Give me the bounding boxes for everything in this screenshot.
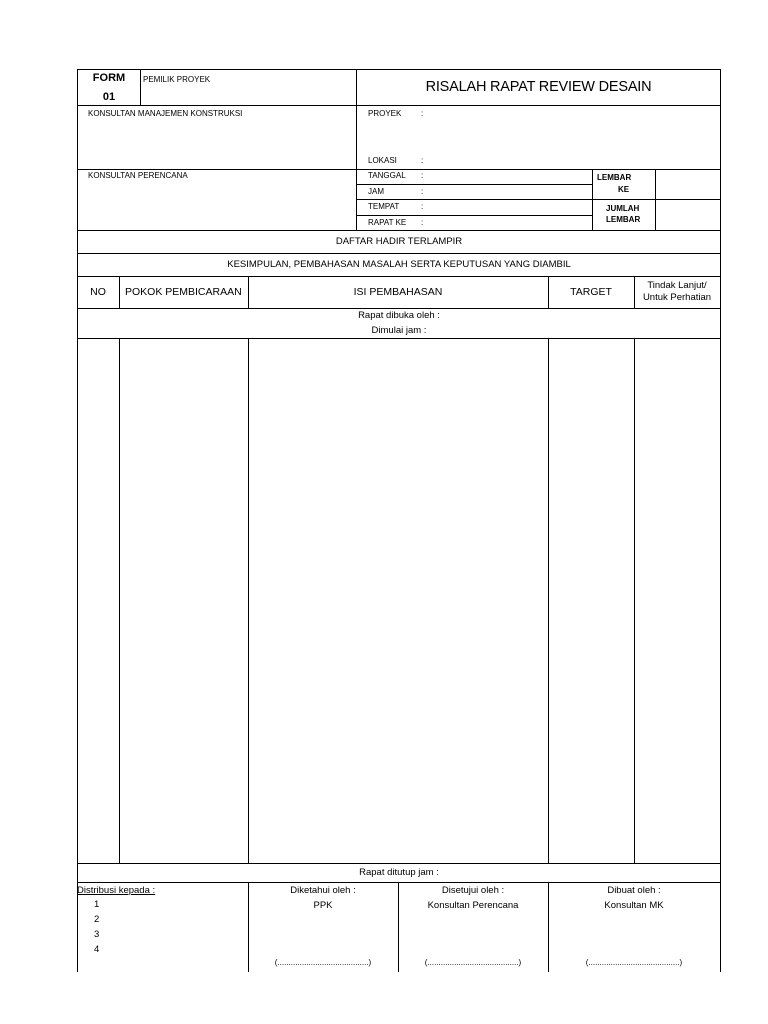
attendance-note: DAFTAR HADIR TERLAMPIR xyxy=(335,236,463,247)
field-proyek: PROYEK xyxy=(368,109,402,118)
field-colon: : xyxy=(421,156,424,165)
divider xyxy=(655,169,656,230)
divider xyxy=(140,69,141,105)
divider xyxy=(592,169,593,230)
divider xyxy=(77,169,721,170)
known-by-label: Diketahui oleh : xyxy=(290,885,356,896)
field-colon: : xyxy=(421,109,424,118)
approved-by-label: Disetujui oleh : xyxy=(441,885,505,896)
meeting-started-at: Dimulai jam : xyxy=(371,325,427,336)
form-number: 01 xyxy=(102,91,116,103)
distribution-number: 1 xyxy=(94,899,100,910)
sheet-ke-label: KE xyxy=(618,185,630,194)
field-tempat: TEMPAT xyxy=(368,202,400,211)
divider xyxy=(77,882,721,883)
summary-heading: KESIMPULAN, PEMBAHASAN MASALAH SERTA KEPUTUSAN YANG DIAMBIL xyxy=(227,259,571,270)
divider xyxy=(77,230,721,231)
approved-by-party: Konsultan Perencana xyxy=(427,900,519,911)
column-header-topic: POKOK PEMBICARAAN xyxy=(125,286,242,298)
divider xyxy=(248,338,249,863)
meeting-closed-at: Rapat ditutup jam : xyxy=(359,867,439,878)
field-colon: : xyxy=(421,202,424,211)
distribution-label: Distribusi kepada : xyxy=(77,885,156,896)
divider xyxy=(77,308,721,309)
divider xyxy=(119,338,120,863)
meeting-opened-by: Rapat dibuka oleh : xyxy=(358,310,440,321)
divider xyxy=(356,199,721,200)
column-header-content: ISI PEMBAHASAN xyxy=(353,286,443,298)
divider xyxy=(77,253,721,254)
known-by-party: PPK xyxy=(313,900,333,911)
field-jam: JAM xyxy=(368,187,384,196)
divider xyxy=(77,338,721,339)
field-rapat-ke: RAPAT KE xyxy=(368,218,407,227)
sheet-jumlah-label: JUMLAH xyxy=(606,204,640,213)
divider xyxy=(356,215,592,216)
border-top xyxy=(77,69,721,70)
divider xyxy=(77,105,721,106)
border-left xyxy=(77,69,78,972)
sheet-lembar-label: LEMBAR xyxy=(597,173,632,182)
made-by-party: Konsultan MK xyxy=(604,900,664,911)
field-colon: : xyxy=(421,218,424,227)
field-tanggal: TANGGAL xyxy=(368,171,406,180)
divider xyxy=(77,863,721,864)
column-header-target: TARGET xyxy=(570,286,612,298)
divider xyxy=(634,338,635,863)
distribution-number: 3 xyxy=(94,929,100,940)
distribution-number: 2 xyxy=(94,914,100,925)
column-header-no: NO xyxy=(90,286,106,298)
border-right xyxy=(720,69,721,972)
made-by-label: Dibuat oleh : xyxy=(607,885,661,896)
distribution-number: 4 xyxy=(94,944,100,955)
column-header-followup-line1: Tindak Lanjut/ xyxy=(647,280,707,291)
sheet-lembar-total-label: LEMBAR xyxy=(606,215,641,224)
field-colon: : xyxy=(421,187,424,196)
signature-line: (.........................................) xyxy=(274,958,372,967)
column-header-followup-line2: Untuk Perhatian xyxy=(642,292,712,303)
signature-line: (.........................................) xyxy=(585,958,683,967)
divider xyxy=(77,276,721,277)
document-title: RISALAH RAPAT REVIEW DESAIN xyxy=(425,79,652,95)
mk-consultant-label: KONSULTAN MANAJEMEN KONSTRUKSI xyxy=(88,109,243,118)
divider xyxy=(356,184,592,185)
divider xyxy=(119,276,120,308)
signature-line: (.........................................) xyxy=(424,958,522,967)
owner-label: PEMILIK PROYEK xyxy=(143,75,211,84)
planning-consultant-label: KONSULTAN PERENCANA xyxy=(88,171,188,180)
form-label: FORM xyxy=(92,72,126,84)
field-lokasi: LOKASI xyxy=(368,156,397,165)
field-colon: : xyxy=(421,171,424,180)
divider xyxy=(548,338,549,863)
